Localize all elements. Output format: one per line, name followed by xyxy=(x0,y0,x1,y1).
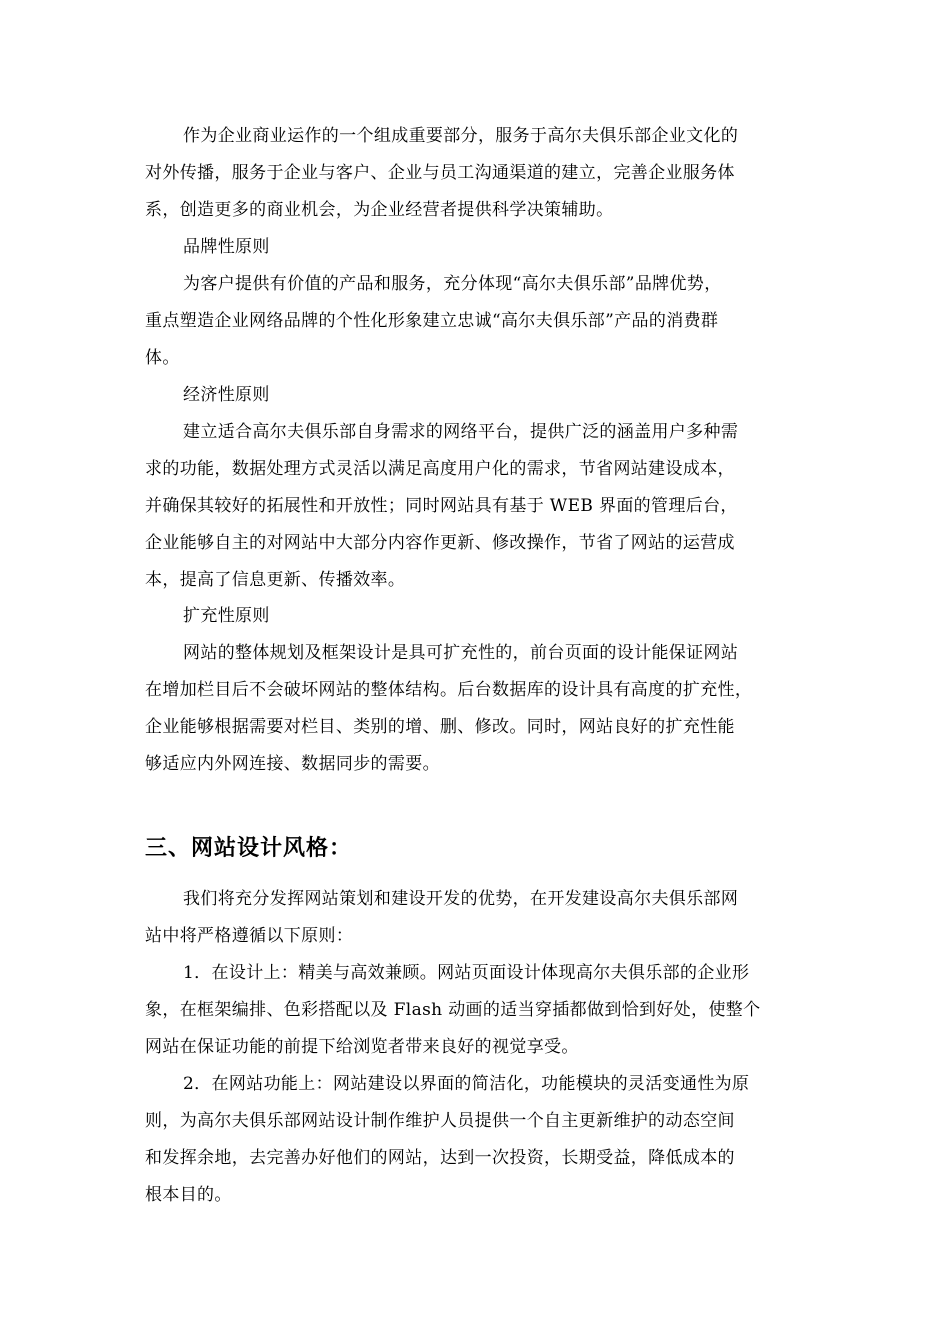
list-item-line: 1．在设计上：精美与高效兼顾。网站页面设计体现高尔夫俱乐部的企业形 xyxy=(183,963,750,983)
paragraph-line: 网站的整体规划及框架设计是具可扩充性的，前台页面的设计能保证网站 xyxy=(183,643,739,663)
paragraph-line: 本，提高了信息更新、传播效率。 xyxy=(145,570,406,590)
section-heading: 三、网站设计风格： xyxy=(145,835,353,861)
paragraph-line: 为客户提供有价值的产品和服务，充分体现“高尔夫俱乐部”品牌优势， xyxy=(183,274,722,294)
paragraph-line: 站中将严格遵循以下原则： xyxy=(145,926,354,946)
list-item-line: 2．在网站功能上：网站建设以界面的简洁化，功能模块的灵活变通性为原 xyxy=(183,1074,750,1094)
list-item-line: 和发挥余地，去完善办好他们的网站，达到一次投资，长期受益，降低成本的 xyxy=(145,1148,735,1168)
list-item-line: 网站在保证功能的前提下给浏览者带来良好的视觉享受。 xyxy=(145,1037,579,1057)
paragraph-line: 系，创造更多的商业机会，为企业经营者提供科学决策辅助。 xyxy=(145,200,614,220)
paragraph-line: 对外传播，服务于企业与客户、企业与员工沟通渠道的建立，完善企业服务体 xyxy=(145,163,735,183)
paragraph-line: 重点塑造企业网络品牌的个性化形象建立忠诚“高尔夫俱乐部”产品的消费群 xyxy=(145,311,719,331)
paragraph-line: 并确保其较好的拓展性和开放性；同时网站具有基于 WEB 界面的管理后台， xyxy=(145,496,738,516)
paragraph-line: 作为企业商业运作的一个组成重要部分，服务于高尔夫俱乐部企业文化的 xyxy=(183,126,739,146)
list-item-line: 象，在框架编排、色彩搭配以及 Flash 动画的适当穿插都做到恰到好处，使整个 xyxy=(145,1000,761,1020)
paragraph-line: 在增加栏目后不会破坏网站的整体结构。后台数据库的设计具有高度的扩充性， xyxy=(145,680,753,700)
paragraph-line: 建立适合高尔夫俱乐部自身需求的网络平台，提供广泛的涵盖用户多种需 xyxy=(183,422,739,442)
paragraph-line: 体。 xyxy=(145,348,180,368)
paragraph-line: 企业能够自主的对网站中大部分内容作更新、修改操作，节省了网站的运营成 xyxy=(145,533,735,553)
paragraph-line: 企业能够根据需要对栏目、类别的增、删、修改。同时，网站良好的扩充性能 xyxy=(145,717,735,737)
subheading-expand: 扩充性原则 xyxy=(183,606,270,626)
list-item-line: 则，为高尔夫俱乐部网站设计制作维护人员提供一个自主更新维护的动态空间 xyxy=(145,1111,735,1131)
paragraph-line: 够适应内外网连接、数据同步的需要。 xyxy=(145,754,440,774)
paragraph-line: 我们将充分发挥网站策划和建设开发的优势，在开发建设高尔夫俱乐部网 xyxy=(183,889,739,909)
subheading-brand: 品牌性原则 xyxy=(183,237,270,257)
list-item-line: 根本目的。 xyxy=(145,1185,232,1205)
paragraph-line: 求的功能，数据处理方式灵活以满足高度用户化的需求，节省网站建设成本， xyxy=(145,459,735,479)
subheading-economy: 经济性原则 xyxy=(183,385,270,405)
